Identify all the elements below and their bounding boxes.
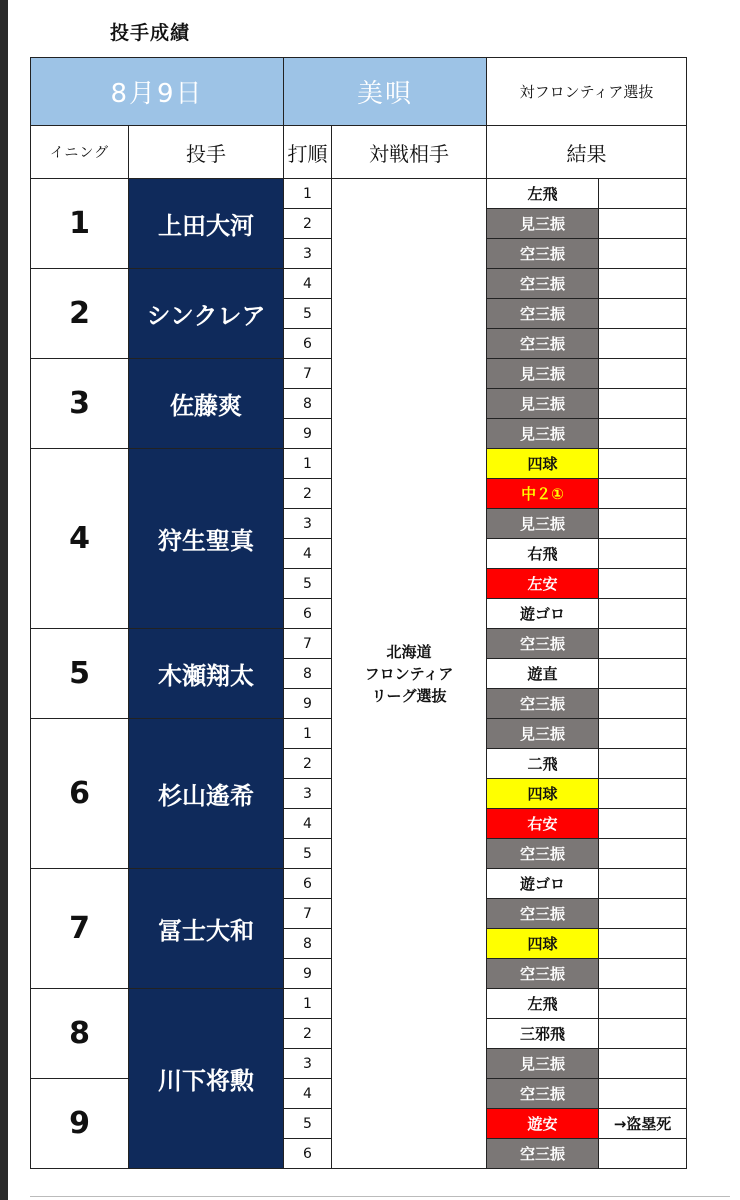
result-note (599, 209, 687, 239)
column-header-inning: イニング (31, 126, 129, 179)
batting-order: 4 (284, 1079, 332, 1109)
batting-order: 2 (284, 479, 332, 509)
inning-number: 4 (31, 449, 129, 629)
result-note (599, 899, 687, 929)
result-note (599, 179, 687, 209)
at-bat-result: 見三振 (487, 359, 599, 389)
column-header-batting-order: 打順 (284, 126, 332, 179)
inning-number: 8 (31, 989, 129, 1079)
opponent-name-line: 北海道 (386, 642, 432, 661)
result-note (599, 359, 687, 389)
result-note (599, 389, 687, 419)
at-bat-result: 右飛 (487, 539, 599, 569)
batting-order: 1 (284, 449, 332, 479)
result-note (599, 329, 687, 359)
inning-number: 2 (31, 269, 129, 359)
game-date: 8月9日 (31, 58, 284, 126)
at-bat-result: 見三振 (487, 389, 599, 419)
batting-order: 1 (284, 179, 332, 209)
result-note (599, 1049, 687, 1079)
result-note (599, 629, 687, 659)
at-bat-result: 二飛 (487, 749, 599, 779)
opponent-name-line: フロンティア (364, 664, 454, 683)
result-note (599, 569, 687, 599)
result-note (599, 419, 687, 449)
result-note (599, 809, 687, 839)
result-note: →盗塁死 (599, 1109, 687, 1139)
result-note (599, 689, 687, 719)
at-bat-result: 遊ゴロ (487, 599, 599, 629)
result-note (599, 269, 687, 299)
batting-order: 5 (284, 1109, 332, 1139)
batting-order: 8 (284, 659, 332, 689)
column-header-pitcher: 投手 (129, 126, 284, 179)
bottom-divider (30, 1196, 730, 1197)
batting-order: 6 (284, 599, 332, 629)
batting-order: 6 (284, 1139, 332, 1169)
result-note (599, 509, 687, 539)
pitcher-name: 木瀬翔太 (129, 629, 284, 719)
pitcher-name: 上田大河 (129, 179, 284, 269)
batting-order: 6 (284, 869, 332, 899)
at-bat-result: 中２① (487, 479, 599, 509)
inning-number: 3 (31, 359, 129, 449)
batting-order: 5 (284, 569, 332, 599)
header-row (31, 58, 687, 126)
team-name: 美唄 (284, 58, 487, 126)
at-bat-result: 空三振 (487, 689, 599, 719)
result-note (599, 989, 687, 1019)
at-bat-result: 空三振 (487, 299, 599, 329)
result-note (599, 719, 687, 749)
at-bat-result: 空三振 (487, 899, 599, 929)
batting-order: 4 (284, 269, 332, 299)
batting-order: 9 (284, 419, 332, 449)
batting-order: 7 (284, 629, 332, 659)
batting-order: 1 (284, 719, 332, 749)
batting-order: 3 (284, 1049, 332, 1079)
result-note (599, 929, 687, 959)
at-bat-result: 見三振 (487, 1049, 599, 1079)
inning-number: 7 (31, 869, 129, 989)
at-bat-result: 空三振 (487, 239, 599, 269)
batting-order: 2 (284, 209, 332, 239)
at-bat-result: 三邪飛 (487, 1019, 599, 1049)
batting-order: 3 (284, 239, 332, 269)
column-header-row (31, 126, 687, 179)
result-note (599, 869, 687, 899)
at-bat-result: 四球 (487, 779, 599, 809)
at-bat-result: 見三振 (487, 719, 599, 749)
at-bat-result: 左安 (487, 569, 599, 599)
result-note (599, 239, 687, 269)
at-bat-result: 空三振 (487, 1079, 599, 1109)
inning-number: 9 (31, 1079, 129, 1169)
opponent-name-line: リーグ選抜 (371, 686, 447, 705)
batting-order: 3 (284, 779, 332, 809)
result-note (599, 839, 687, 869)
inning-number: 6 (31, 719, 129, 869)
batting-order: 7 (284, 899, 332, 929)
result-note (599, 749, 687, 779)
at-bat-result: 遊直 (487, 659, 599, 689)
result-note (599, 1139, 687, 1169)
pitching-results-table (30, 57, 687, 1169)
result-note (599, 299, 687, 329)
batting-order: 3 (284, 509, 332, 539)
batting-order: 2 (284, 1019, 332, 1049)
at-bat-result: 空三振 (487, 1139, 599, 1169)
at-bat-result: 左飛 (487, 989, 599, 1019)
at-bat-result: 空三振 (487, 629, 599, 659)
at-bat-result: 四球 (487, 929, 599, 959)
result-note (599, 479, 687, 509)
pitcher-name: 狩生聖真 (129, 449, 284, 629)
table-row (31, 179, 687, 209)
inning-number: 1 (31, 179, 129, 269)
at-bat-result: 遊安 (487, 1109, 599, 1139)
batting-order: 7 (284, 359, 332, 389)
at-bat-result: 見三振 (487, 419, 599, 449)
at-bat-result: 空三振 (487, 839, 599, 869)
at-bat-result: 遊ゴロ (487, 869, 599, 899)
batting-order: 1 (284, 989, 332, 1019)
pitcher-name: 杉山遙希 (129, 719, 284, 869)
at-bat-result: 四球 (487, 449, 599, 479)
left-edge-border (0, 0, 8, 1200)
result-note (599, 1079, 687, 1109)
pitcher-name: 川下将勲 (129, 989, 284, 1169)
at-bat-result: 空三振 (487, 959, 599, 989)
pitcher-name: シンクレア (129, 269, 284, 359)
at-bat-result: 見三振 (487, 209, 599, 239)
batting-order: 8 (284, 929, 332, 959)
result-note (599, 1019, 687, 1049)
result-note (599, 659, 687, 689)
page-title: 投手成績 (110, 22, 191, 44)
column-header-opponent: 対戦相手 (332, 126, 487, 179)
pitcher-name: 佐藤爽 (129, 359, 284, 449)
result-note (599, 779, 687, 809)
pitcher-name: 冨士大和 (129, 869, 284, 989)
result-note (599, 959, 687, 989)
column-header-result: 結果 (487, 126, 687, 179)
at-bat-result: 空三振 (487, 329, 599, 359)
batting-order: 4 (284, 539, 332, 569)
at-bat-result: 右安 (487, 809, 599, 839)
at-bat-result: 見三振 (487, 509, 599, 539)
batting-order: 5 (284, 299, 332, 329)
inning-number: 5 (31, 629, 129, 719)
result-note (599, 599, 687, 629)
batting-order: 2 (284, 749, 332, 779)
result-note (599, 539, 687, 569)
opponent-title: 対フロンティア選抜 (487, 58, 687, 126)
batting-order: 9 (284, 959, 332, 989)
batting-order: 6 (284, 329, 332, 359)
at-bat-result: 左飛 (487, 179, 599, 209)
batting-order: 4 (284, 809, 332, 839)
batting-order: 8 (284, 389, 332, 419)
batting-order: 5 (284, 839, 332, 869)
batting-order: 9 (284, 689, 332, 719)
at-bat-result: 空三振 (487, 269, 599, 299)
result-note (599, 449, 687, 479)
opponent-name (332, 179, 487, 1169)
